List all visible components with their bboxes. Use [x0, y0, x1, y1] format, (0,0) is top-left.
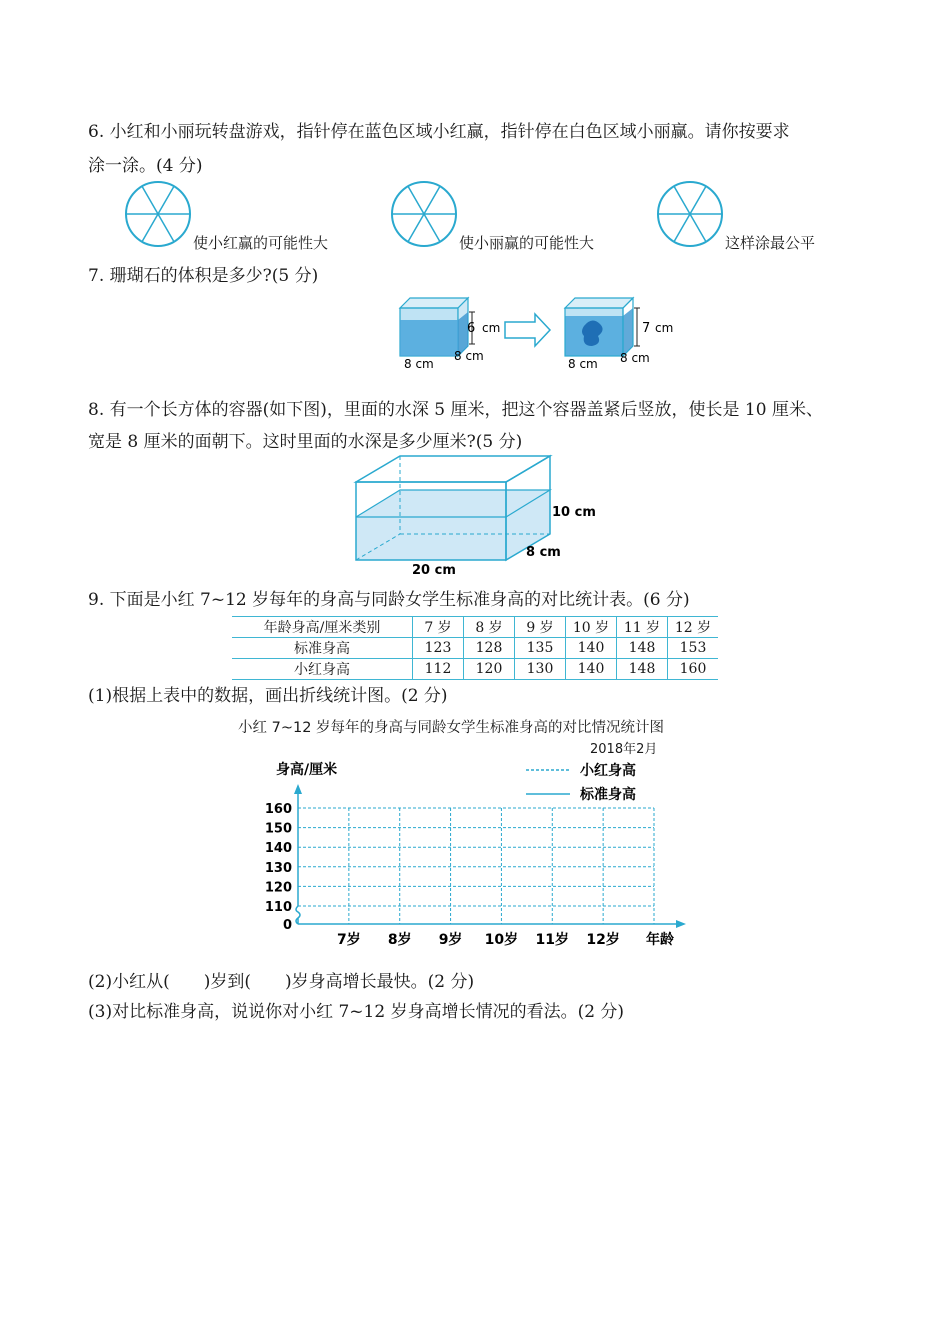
legend-standard: 标准身高 [580, 787, 636, 803]
table-cell: 140 [566, 638, 617, 659]
table-cell: 148 [617, 659, 668, 680]
q8-text-line2: 宽是 8 厘米的面朝下。这时里面的水深是多少厘米?(5 分) [88, 432, 523, 452]
unit-after: cm [655, 321, 674, 335]
table-cell: 135 [515, 638, 566, 659]
x-tick-label: 12岁 [586, 932, 620, 948]
table-cell: 140 [566, 659, 617, 680]
spinner-3-label: 这样涂最公平 [725, 234, 816, 252]
q9-text: 9. 下面是小红 7~12 岁每年的身高与同龄女学生标准身高的对比统计表。(6 分) [88, 590, 690, 610]
table-row [232, 638, 718, 659]
y-axis-arrow-icon [294, 784, 302, 794]
arrow-icon [505, 314, 550, 346]
wid-after: 8 cm [620, 351, 650, 365]
table-cell: 小红身高 [294, 662, 350, 678]
x-tick-label: 11岁 [535, 932, 570, 948]
coral-figure [390, 288, 690, 374]
q7-text: 7. 珊瑚石的体积是多少?(5 分) [88, 266, 319, 286]
y-tick-label: 0 [282, 918, 292, 933]
x-axis-label: 年龄 [646, 932, 674, 948]
q6-text-line1: 6. 小红和小丽玩转盘游戏，指针停在蓝色区域小红赢，指针停在白色区域小丽赢。请你按要求 [88, 122, 790, 142]
x-axis-arrow-icon [676, 920, 686, 928]
q9-sub1: (1)根据上表中的数据，画出折线统计图。(2 分) [88, 686, 448, 706]
height-table [232, 616, 718, 680]
wid-before: 8 cm [454, 349, 484, 363]
cube-before [400, 298, 475, 356]
table-cell: 130 [515, 659, 566, 680]
spinner-2-label: 使小丽赢的可能性大 [459, 234, 595, 252]
h-before: 6 [467, 321, 476, 336]
len-after: 8 cm [568, 357, 598, 371]
y-tick-label: 150 [264, 821, 292, 837]
container-width: 8 cm [526, 545, 561, 560]
cube-after [565, 298, 640, 356]
spinner-3[interactable] [658, 182, 722, 246]
chart-date: 2018年2月 [590, 742, 658, 757]
container-height: 10 cm [552, 505, 596, 520]
x-tick-label: 10岁 [484, 932, 519, 948]
table-cell: 123 [413, 638, 464, 659]
table-header-cell: 7 岁 [413, 617, 464, 638]
y-tick-label: 130 [264, 860, 292, 876]
unit-before: cm [482, 321, 501, 335]
table-cell: 120 [464, 659, 515, 680]
y-tick-label: 110 [264, 900, 292, 915]
table-header-cell: 10 岁 [566, 617, 617, 638]
container-length: 20 cm [412, 563, 456, 578]
len-before: 8 cm [404, 357, 434, 371]
container-figure [340, 452, 610, 580]
table-cell: 112 [413, 659, 464, 680]
legend-xiaohong: 小红身高 [580, 763, 636, 779]
spinner-2[interactable] [392, 182, 456, 246]
q9-sub3: (3)对比标准身高，说说你对小红 7~12 岁身高增长情况的看法。(2 分) [88, 1002, 625, 1022]
h-after: 7 [642, 321, 651, 336]
table-header-cell: 年龄身高/厘米类别 [263, 620, 381, 636]
line-chart[interactable] [250, 756, 690, 956]
table-header-cell: 9 岁 [515, 617, 566, 638]
table-cell: 标准身高 [294, 641, 350, 657]
table-row [232, 659, 718, 680]
x-tick-label: 9岁 [438, 932, 463, 948]
spinner-1[interactable] [126, 182, 190, 246]
spinner-1-label: 使小红赢的可能性大 [193, 234, 329, 252]
table-cell: 148 [617, 638, 668, 659]
y-axis-label: 身高/厘米 [276, 762, 338, 778]
table-header-row [232, 617, 718, 638]
y-tick-label: 160 [264, 802, 292, 817]
x-tick-label: 8岁 [387, 932, 412, 948]
table-header-cell: 11 岁 [617, 617, 668, 638]
y-tick-label: 120 [264, 880, 292, 896]
table-cell: 160 [668, 659, 719, 680]
table-header-cell: 8 岁 [464, 617, 515, 638]
q8-text-line1: 8. 有一个长方体的容器(如下图)，里面的水深 5 厘米，把这个容器盖紧后竖放，使长是 10 厘米、 [88, 400, 823, 420]
y-tick-label: 140 [264, 841, 292, 857]
chart-title: 小红 7~12 岁每年的身高与同龄女学生标准身高的对比情况统计图 [238, 720, 665, 736]
table-header-cell: 12 岁 [668, 617, 719, 638]
x-tick-label: 7岁 [336, 932, 361, 948]
table-cell: 128 [464, 638, 515, 659]
q6-text-line2: 涂一涂。(4 分) [88, 156, 203, 176]
table-cell: 153 [668, 638, 719, 659]
q9-sub2: (2)小红从( )岁到( )岁身高增长最快。(2 分) [88, 972, 475, 992]
